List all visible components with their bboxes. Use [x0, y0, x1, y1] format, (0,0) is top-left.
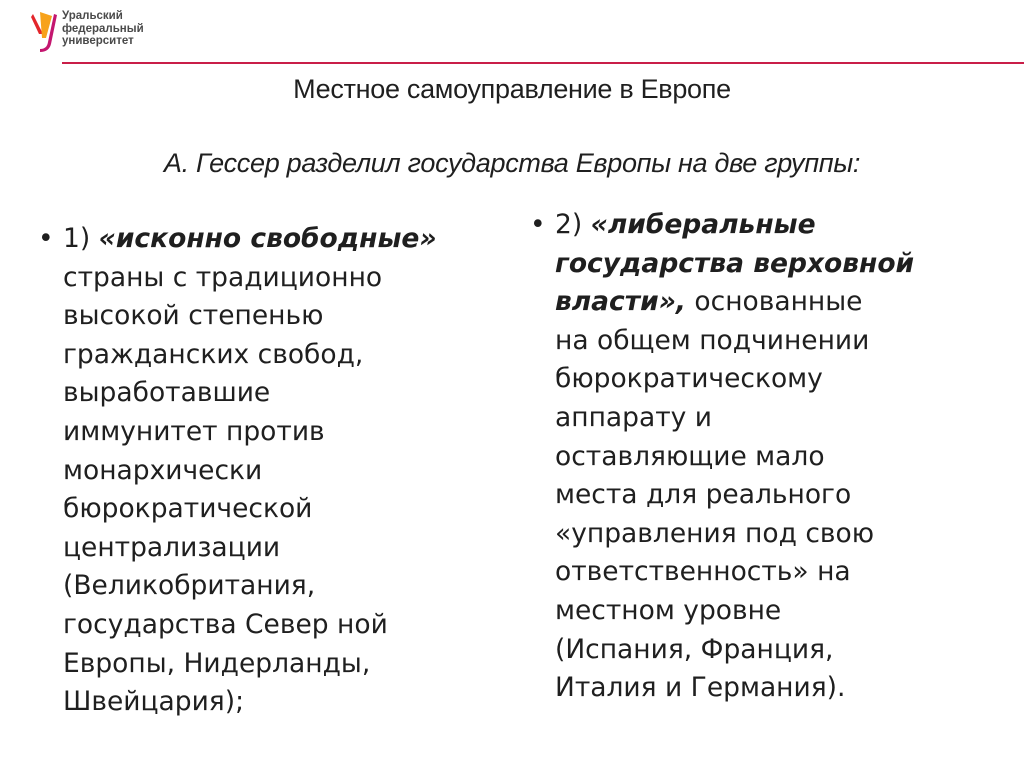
university-logo [30, 8, 230, 54]
slide-subtitle: А. Гессер разделил государства Европы на две группы: [163, 148, 861, 178]
text-line: Европы, Нидерланды, [63, 647, 371, 679]
text-fragment: основанные [686, 286, 863, 318]
left-column [38, 220, 508, 722]
text-line: государства Север ной [63, 608, 388, 640]
text-line: Италия и Германия). [555, 672, 846, 704]
text-line: бюрократическому [555, 363, 823, 395]
text-line: ответственность» на [555, 556, 851, 588]
logo-text [62, 10, 144, 48]
right-bullet-text [555, 206, 1000, 708]
text-line: гражданских свобод, [63, 338, 364, 370]
logo-text-line: федеральный [62, 22, 144, 35]
logo-text-line: университет [62, 35, 134, 47]
text-line: (Великобритания, [63, 570, 316, 602]
group-name: власти», [555, 286, 686, 318]
text-line: государства верховной [555, 247, 915, 279]
text-line: централизации [63, 531, 281, 563]
text-line: оставляющие мало [555, 440, 825, 472]
ural-university-logo-icon [30, 8, 60, 54]
bullet-icon: • [38, 223, 54, 254]
text-line: иммунитет против [63, 415, 325, 447]
text-line [555, 206, 1000, 245]
text-line [555, 283, 1000, 322]
header-divider [62, 62, 1024, 64]
text-line: бюрократической [63, 493, 313, 525]
text-line: страны с традиционно [63, 261, 383, 293]
text-line: аппарату и [555, 401, 712, 433]
text-line: «управления под свою [555, 517, 875, 549]
text-line: места для реального [555, 479, 852, 511]
text-line: Швейцария); [63, 686, 245, 718]
text-line: выработавшие [63, 377, 271, 409]
text-line: местном уровне [555, 594, 782, 626]
item-number: 2) [555, 209, 591, 240]
text-line: (Испания, Франция, [555, 633, 834, 665]
text-line: монархически [63, 454, 263, 486]
right-column [530, 206, 1000, 708]
text-line [63, 220, 508, 259]
logo-text-line: Уральский [62, 10, 123, 22]
slide-title: Местное самоуправление в Европе [293, 74, 731, 104]
item-number: 1) [63, 223, 99, 254]
text-line: высокой степенью [63, 300, 324, 332]
text-line: на общем подчинении [555, 324, 870, 356]
left-bullet-text [63, 220, 508, 722]
bullet-icon: • [530, 209, 546, 240]
group-name: «либеральные [590, 209, 816, 240]
group-name: «исконно свободные» [98, 223, 437, 254]
